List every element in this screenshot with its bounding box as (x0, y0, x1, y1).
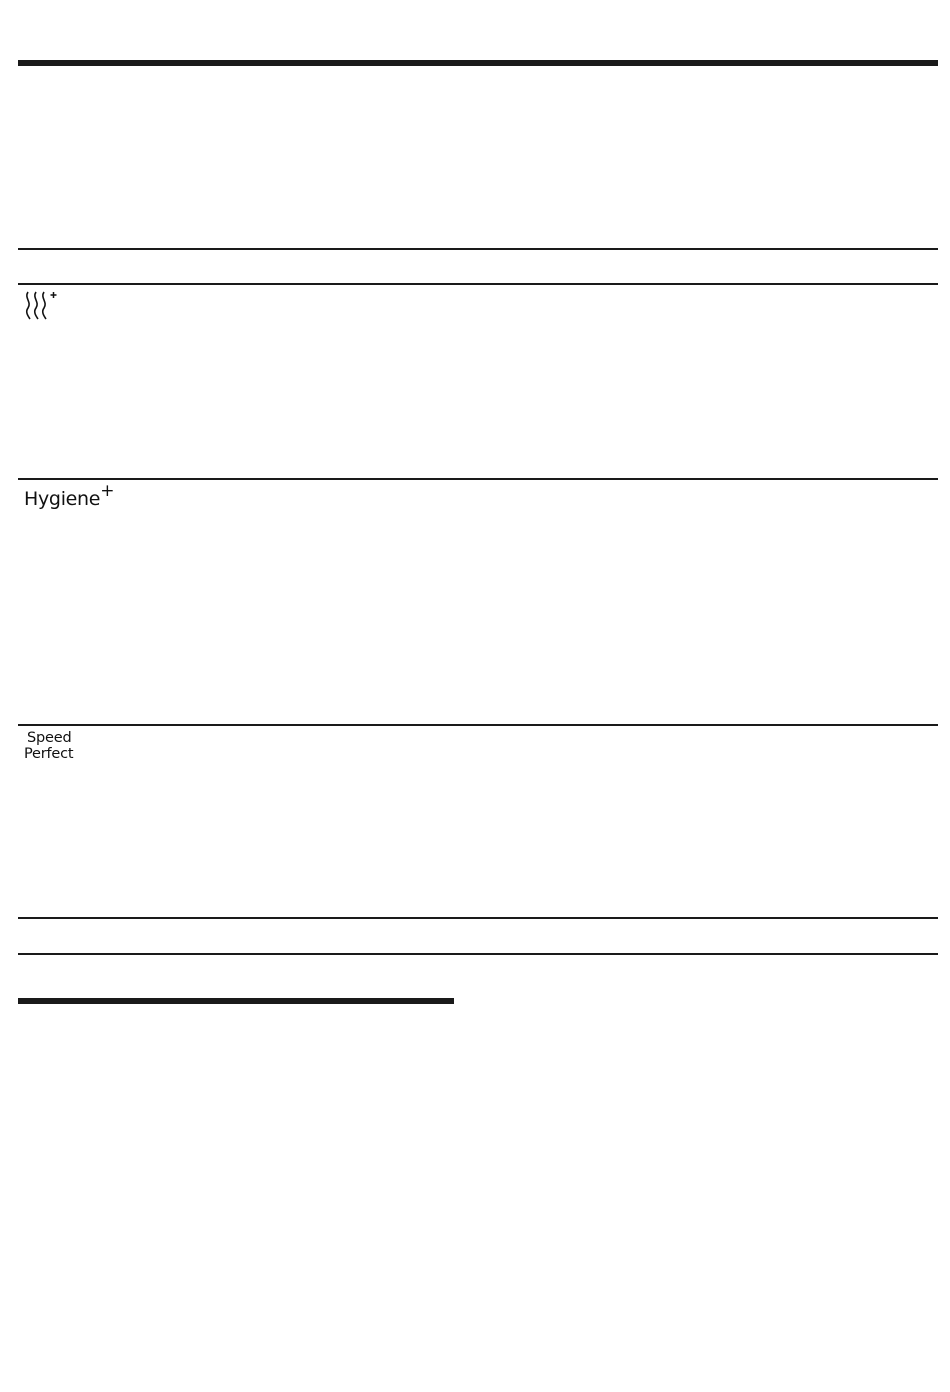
hygiene-plus-symbol (24, 481, 115, 510)
top-heading-rule (18, 60, 938, 66)
table-row-divider (18, 724, 938, 726)
speed-label: Speed (27, 730, 72, 746)
steam-plus-icon (24, 288, 58, 327)
plus-superscript: + (100, 481, 115, 501)
table-header-top-line (18, 248, 938, 250)
table-header-bottom-line (18, 283, 938, 285)
table-bottom-line (18, 953, 938, 955)
perfect-label: Perfect (24, 746, 74, 762)
table-row-divider (18, 917, 938, 919)
speed-perfect-symbol (24, 730, 73, 762)
table-row-divider (18, 478, 938, 480)
section-heading-rule (18, 998, 454, 1004)
hygiene-label: Hygiene (24, 488, 101, 510)
